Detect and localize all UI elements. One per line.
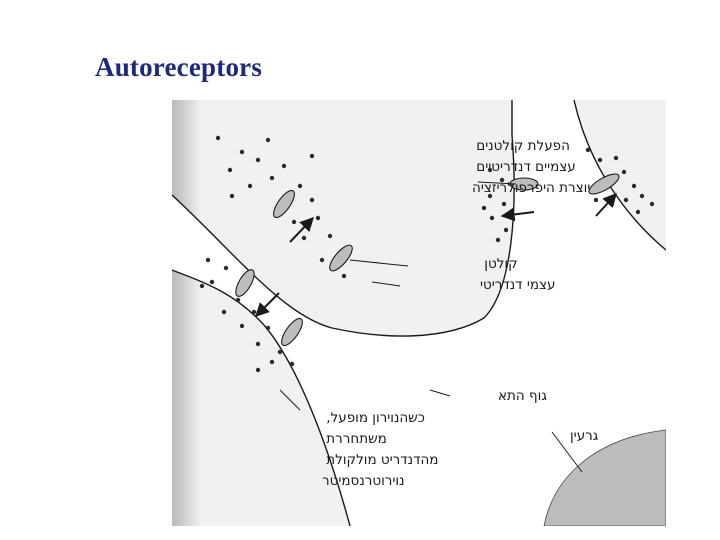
label-release-line1: כשהנוירון מופעל, <box>326 410 425 426</box>
label-nucleus: גרעין <box>570 428 599 444</box>
label-release-line4: נוירוטרנסמיטר <box>322 473 405 489</box>
label-receptor-line2: עצמי דנדריטי <box>480 277 556 293</box>
label-cell-body: גוף התא <box>498 388 547 404</box>
label-receptor-activation-line2: עצמיים דנדריטיים <box>476 159 576 175</box>
label-receptor-activation-line1: הפעלת קולטנים <box>476 138 570 154</box>
label-receptor-activation-line3: יוצרת היפרפולריזציה <box>472 180 591 196</box>
slide-title: Autoreceptors <box>95 52 263 82</box>
page-spine-shadow <box>172 100 200 526</box>
neuron-diagram <box>172 100 666 526</box>
label-receptor-line1: קולטן <box>484 256 518 272</box>
label-release-line2: משתחררת <box>326 431 387 447</box>
label-release-line3: מהדנדריט מולקולת <box>326 452 439 468</box>
